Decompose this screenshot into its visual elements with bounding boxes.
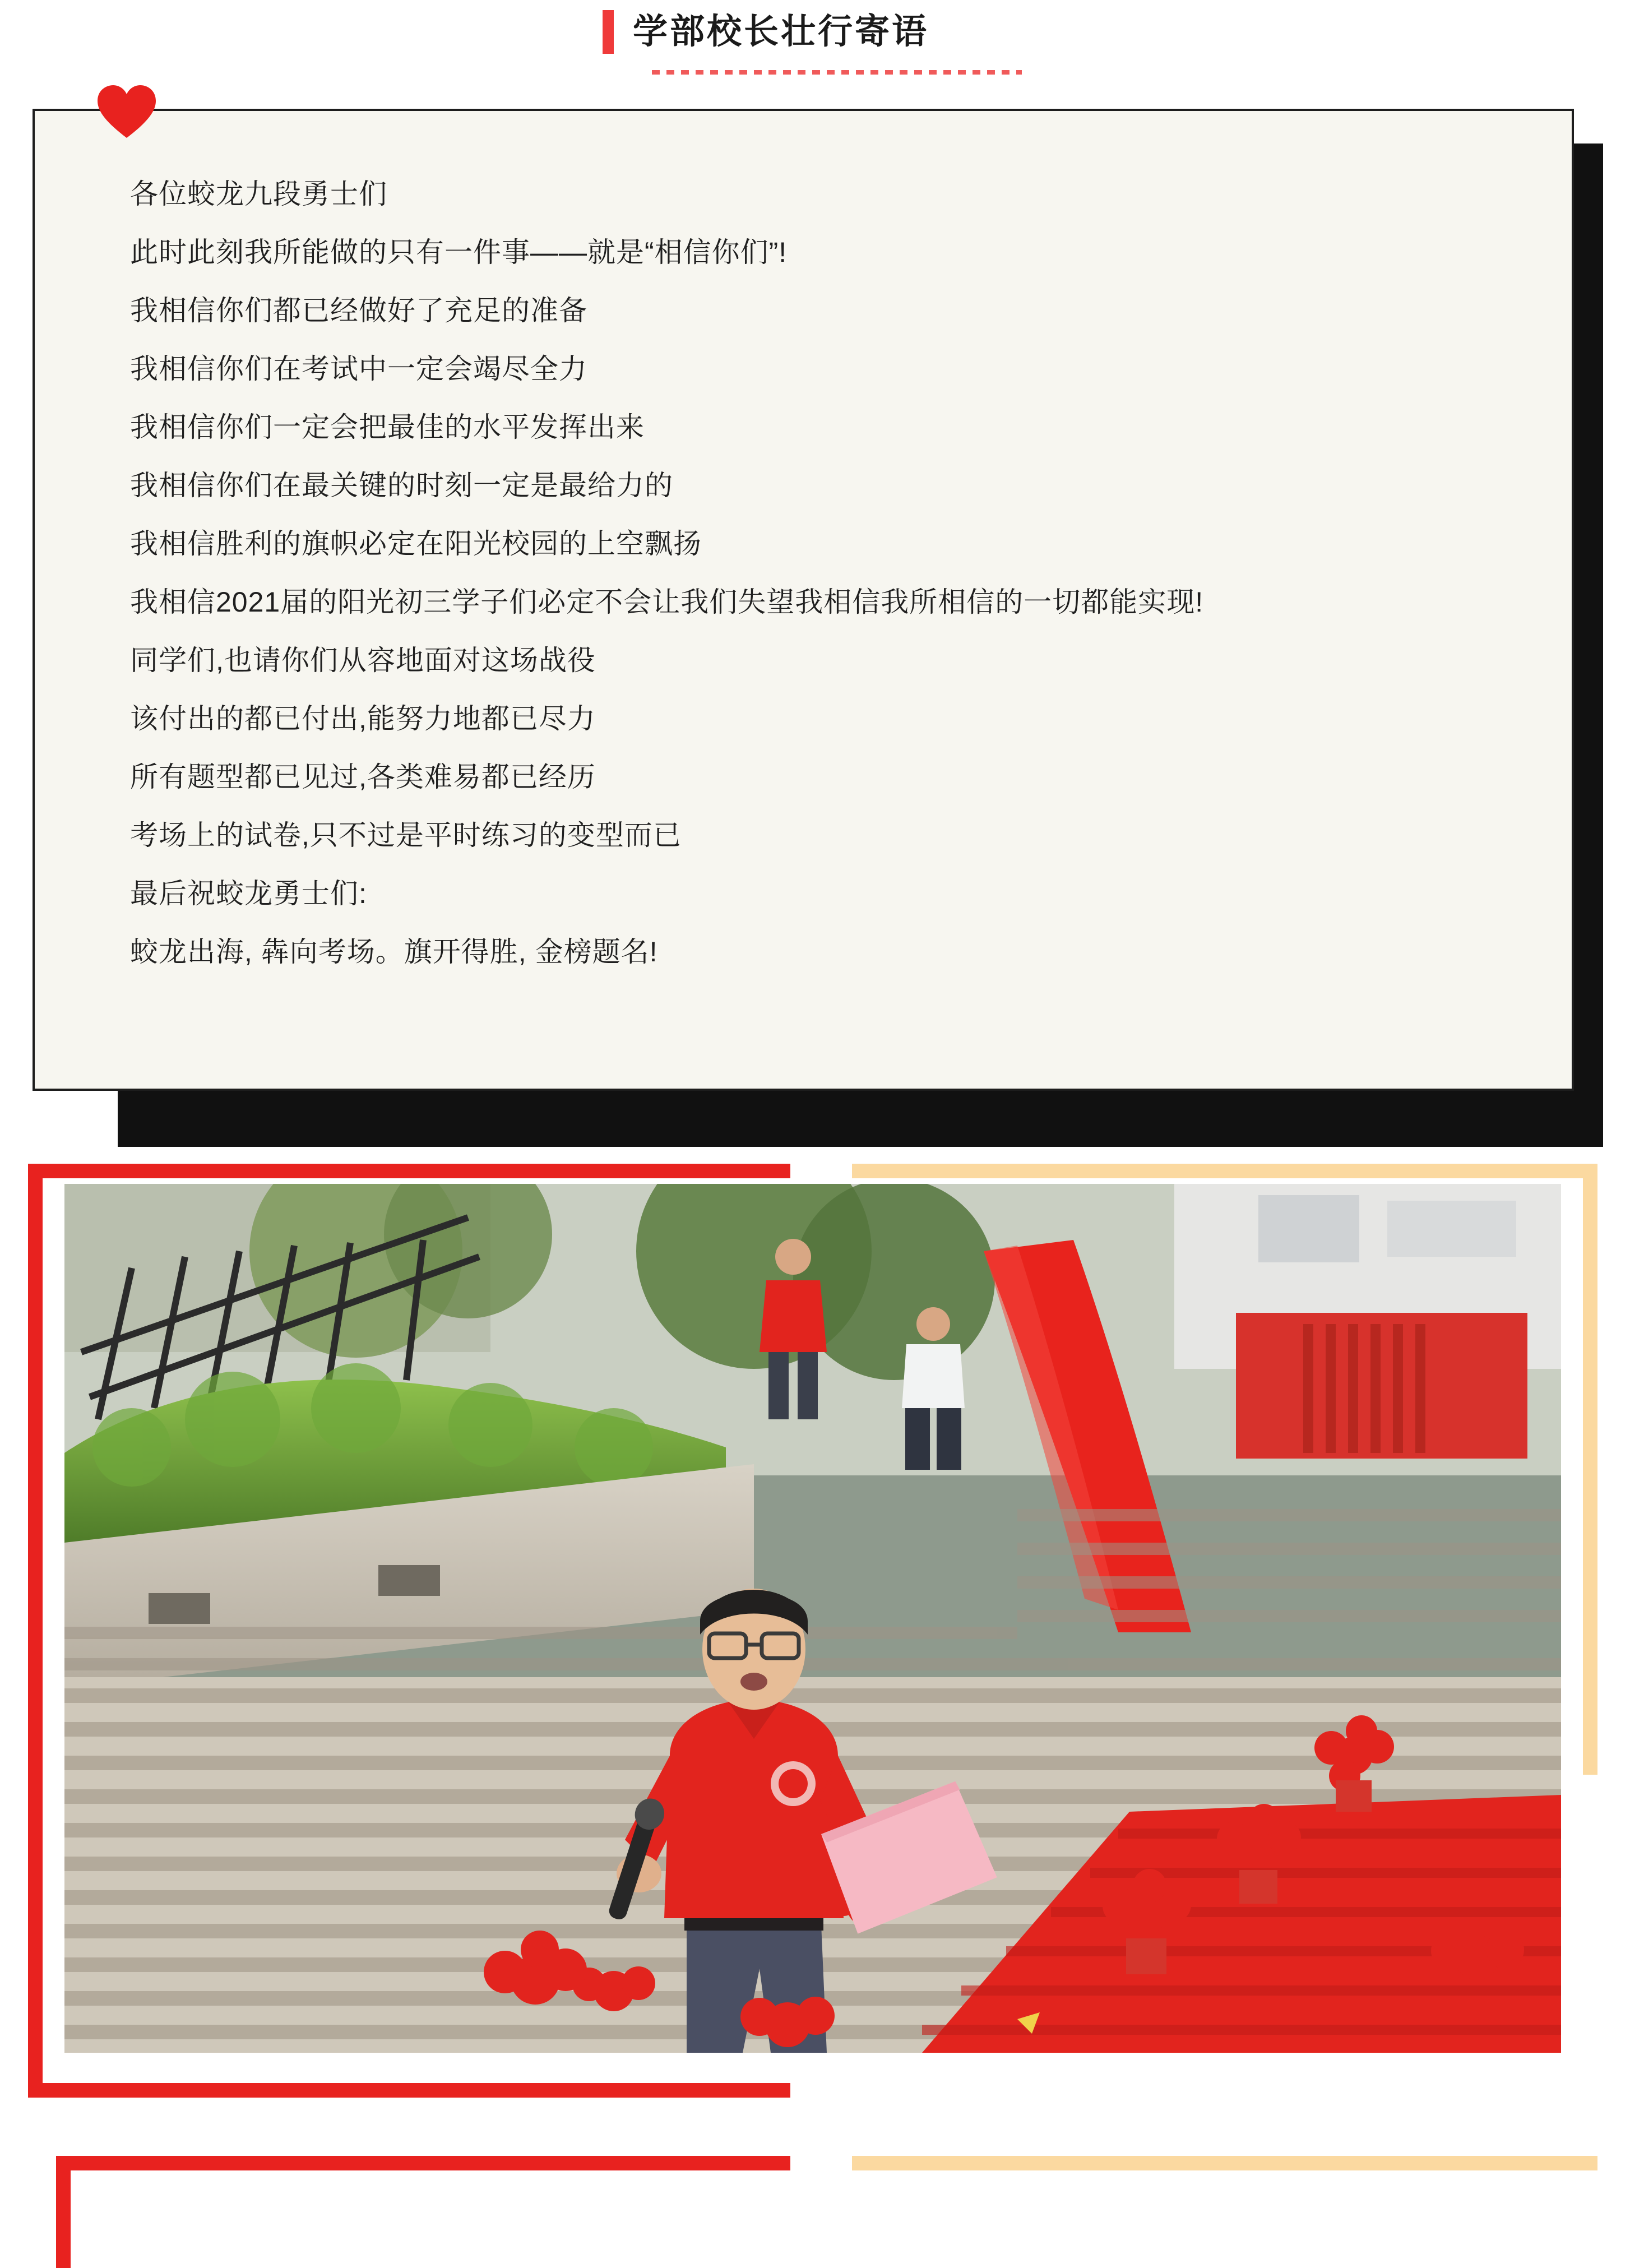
heart-icon: [96, 84, 157, 139]
photo-accent-red-top: [28, 1164, 790, 1178]
message-card-wrap: [28, 109, 1602, 1091]
message-line: 我相信你们一定会把最佳的水平发挥出来: [130, 411, 645, 443]
photo-block: [0, 1164, 1630, 2117]
message-line: 我相信胜利的旗帜必定在阳光校园的上空飘扬: [130, 528, 702, 559]
bottom-accent-red-left: [56, 2156, 71, 2268]
message-line: 我相信2021届的阳光初三学子们必定不会让我们失望我相信我所相信的一切都能实现!: [130, 586, 1204, 618]
bottom-accent-gold-bar: [852, 2156, 1597, 2170]
message-line: 此时此刻我所能做的只有一件事——就是“相信你们”!: [130, 237, 788, 268]
bottom-accent-red-bar: [56, 2156, 790, 2170]
message-line: 我相信你们在最关键的时刻一定是最给力的: [130, 470, 673, 501]
message-line: 最后祝蛟龙勇士们:: [130, 878, 367, 909]
page-header: [0, 0, 1630, 95]
message-line: 我相信你们都已经做好了充足的准备: [130, 295, 587, 326]
message-line: 所有题型都已见过,各类难易都已经历: [130, 761, 596, 793]
photo-accent-red-bottom: [28, 2083, 790, 2098]
photo-accent-red-left: [28, 1164, 43, 2083]
message-line: 各位蛟龙九段勇士们: [130, 178, 387, 210]
message-card: [33, 109, 1574, 1091]
message-line: 该付出的都已付出,能努力地都已尽力: [130, 703, 596, 734]
message-line: 同学们,也请你们从容地面对这场战役: [130, 645, 596, 676]
photo-accent-gold-top: [852, 1164, 1597, 1178]
photo-accent-gold-right: [1583, 1164, 1597, 1775]
header-accent-bar: [603, 10, 614, 54]
page-title: 学部校长壮行寄语: [633, 12, 929, 51]
message-line: 考场上的试卷,只不过是平时练习的变型而已: [130, 820, 682, 851]
principal-speech-photo: [64, 1184, 1561, 2053]
header-dotted-divider: [652, 70, 1022, 75]
message-line: 蛟龙出海, 犇向考场。旗开得胜, 金榜题名!: [130, 936, 658, 968]
message-line: 我相信你们在考试中一定会竭尽全力: [130, 353, 587, 385]
header-title-group: [603, 10, 929, 54]
bottom-accent-group: [0, 2156, 1630, 2268]
